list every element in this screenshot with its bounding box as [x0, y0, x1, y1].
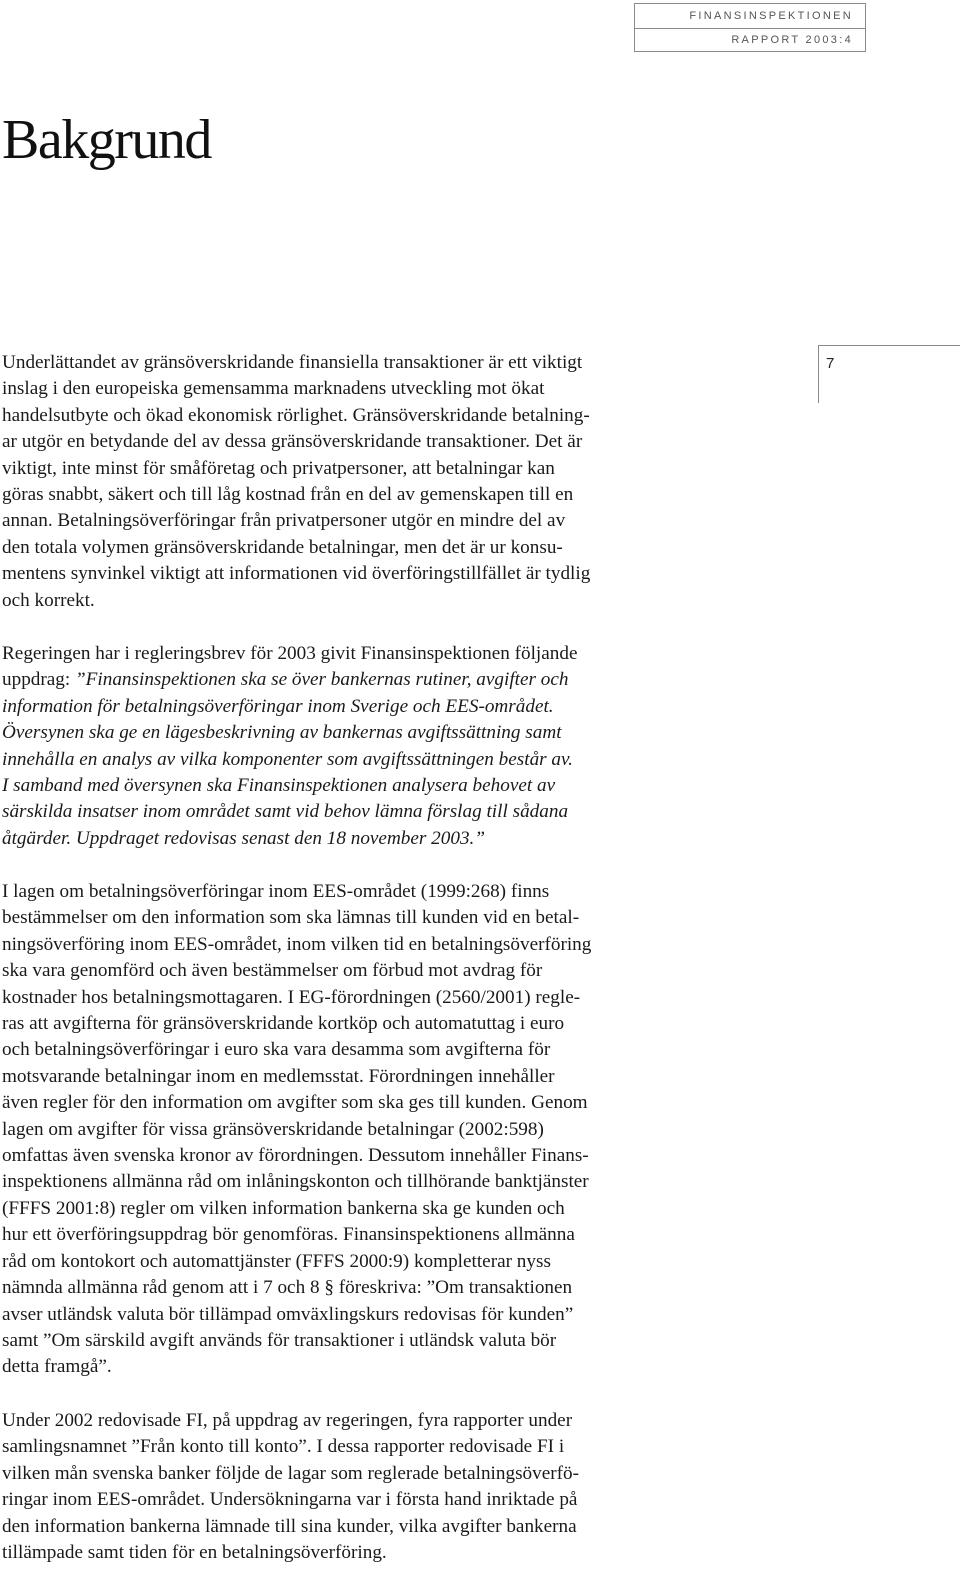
- text-line: och betalningsöverföringar i euro ska vara desamma som avgifterna för: [2, 1039, 551, 1061]
- quote-segment: ”Finansinspektionen ska se över bankernas rutiner, avgifter och: [75, 669, 569, 691]
- text-line: ringar inom EES-området. Undersökningarna var i första hand inriktade på: [2, 1489, 578, 1511]
- paragraph-3: [2, 879, 702, 1381]
- text-line: ska vara genomförd och även bestämmelser om förbud mot avdrag för: [2, 960, 543, 982]
- quote-line: innehålla en analys av vilka komponenter som avgiftssättningen består av.: [2, 748, 573, 770]
- text-line: inspektionens allmänna råd om inlåningskonton och tillhörande banktjänster: [2, 1171, 589, 1193]
- text-line: [2, 667, 702, 693]
- text-line: Underlättandet av gränsöverskridande finansiella transaktioner är ett viktigt: [2, 352, 583, 373]
- marker-left-rule: [818, 345, 819, 403]
- text-line: samlingsnamnet ”Från konto till konto”. I dessa rapporter redovisade FI i: [2, 1436, 565, 1458]
- quote-line: särskilda insatser inom området samt vid behov lämna förslag till sådana: [2, 801, 569, 823]
- paragraph-4: [2, 1408, 702, 1566]
- text-line: mentens synvinkel viktigt att informationen vid överföringstillfället är tydlig: [2, 563, 591, 585]
- quote-line: information för betalningsöverföringar inom Sverige och EES-området.: [2, 695, 554, 717]
- text-line: handelsutbyte och ökad ekonomisk rörlighet. Gränsöverskridande betalning-: [2, 404, 590, 426]
- quote-line: Översynen ska ge en lägesbeskrivning av bankernas avgiftssättning samt: [2, 722, 562, 744]
- text-line: lagen om avgifter för vissa gränsöverskridande betalningar (2002:598): [2, 1118, 544, 1140]
- text-line: samt ”Om särskild avgift används för transaktioner i utländsk valuta bör: [2, 1329, 557, 1351]
- header-divider: [635, 28, 865, 29]
- page-title: Bakgrund: [2, 109, 211, 171]
- text-line: kostnader hos betalningsmottagaren. I EG-förordningen (2560/2001) regle-: [2, 986, 581, 1008]
- text-line: omfattas även svenska kronor av förordningen. Dessutom innehåller Finans-: [2, 1145, 589, 1167]
- report-header: [634, 3, 866, 52]
- text-line: ras att avgifterna för gränsöverskridande kortköp och automatuttag i euro: [2, 1013, 565, 1035]
- text-line: ar utgör en betydande del av dessa gränsöverskridande transaktioner. Det är: [2, 431, 583, 453]
- text-line: den totala volymen gränsöverskridande betalningar, men det är ur konsu-: [2, 536, 563, 558]
- text-line: tillämpade samt tiden för en betalningsöverföring.: [2, 1542, 387, 1564]
- text-line: ningsöverföring inom EES-området, inom vilken tid en betalningsöverföring: [2, 933, 592, 955]
- paragraph-1: [2, 350, 702, 614]
- text-line: motsvarande betalningar inom en medlemsstat. Förordningen innehåller: [2, 1065, 555, 1087]
- page-number-marker: [818, 345, 960, 403]
- text-line: annan. Betalningsöverföringar från privatpersoner utgör en mindre del av: [2, 510, 566, 532]
- text-line: (FFFS 2001:8) regler om vilken information bankerna ska ge kunden och: [2, 1197, 565, 1219]
- quote-line: I samband med översynen ska Finansinspektionen analysera behovet av: [2, 775, 556, 797]
- paragraph-2: [2, 641, 702, 852]
- text-line: även regler för den information om avgifter som ska ges till kunden. Genom: [2, 1092, 588, 1114]
- text-line: och korrekt.: [2, 589, 95, 611]
- page-number: 7: [826, 355, 835, 372]
- text-line: viktigt, inte minst för småföretag och privatpersoner, att betalningar kan: [2, 457, 555, 479]
- text-line: vilken mån svenska banker följde de lagar som reglerade betalningsöverfö-: [2, 1462, 580, 1484]
- text-line: råd om kontokort och automattjänster (FFFS 2000:9) kompletterar nyss: [2, 1250, 551, 1272]
- text-line: bestämmelser om den information som ska lämnas till kunden vid en betal-: [2, 907, 580, 929]
- text-line: Regeringen har i regleringsbrev för 2003 givit Finansinspektionen följande: [2, 643, 578, 664]
- header-report-id: RAPPORT 2003:4: [731, 34, 853, 46]
- text-line: Under 2002 redovisade FI, på uppdrag av regeringen, fyra rapporter under: [2, 1410, 573, 1431]
- text-line: detta framgå”.: [2, 1356, 112, 1378]
- text-line: nämnda allmänna råd genom att i 7 och 8 § föreskriva: ”Om transaktionen: [2, 1277, 573, 1299]
- text-line: göras snabbt, säkert och till låg kostnad från en del av gemenskapen till en: [2, 484, 574, 506]
- text-line: den information bankerna lämnade till sina kunder, vilka avgifter bankerna: [2, 1515, 577, 1537]
- text-line: inslag i den europeiska gemensamma marknadens utveckling mot ökat: [2, 378, 545, 400]
- text-line: I lagen om betalningsöverföringar inom EES-området (1999:268) finns: [2, 881, 550, 902]
- text-line: hur ett överföringsuppdrag bör genomföras. Finansinspektionens allmänna: [2, 1224, 575, 1246]
- text-segment: uppdrag:: [2, 669, 76, 691]
- header-organization: FINANSINSPEKTIONEN: [689, 10, 853, 22]
- quote-line: åtgärder. Uppdraget redovisas senast den 18 november 2003.”: [2, 827, 486, 849]
- marker-top-rule: [818, 345, 960, 346]
- text-line: avser utländsk valuta bör tillämpad omväxlingskurs redovisas för kunden”: [2, 1303, 574, 1325]
